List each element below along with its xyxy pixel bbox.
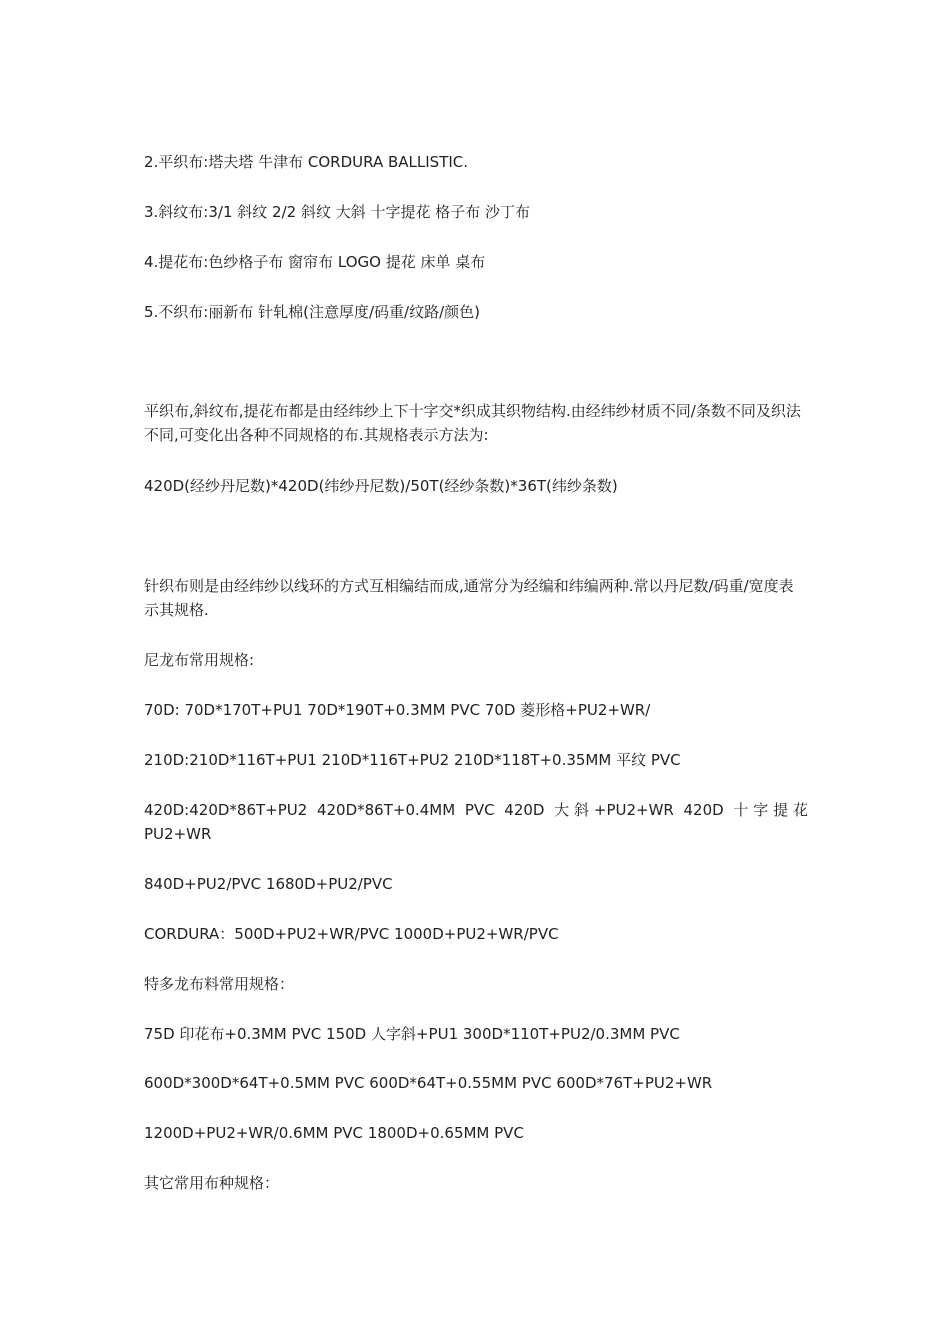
- paragraph-polyester-1200d: 1200D+PU2+WR/0.6MM PVC 1800D+0.65MM PVC: [144, 1124, 524, 1142]
- paragraph-polyester-600d: 600D*300D*64T+0.5MM PVC 600D*64T+0.55MM PVC 600D*76T+PU2+WR: [144, 1074, 713, 1092]
- paragraph-nylon-840d: 840D+PU2/PVC 1680D+PU2/PVC: [144, 875, 393, 893]
- paragraph-nylon-420d: 420D:420D*86T+PU2 420D*86T+0.4MM PVC 420D 大斜+PU2+WR 420D 十字提花 PU2+WR: [144, 801, 808, 843]
- heading-polyester-specs: 特多龙布料常用规格：: [144, 975, 295, 993]
- heading-nylon-specs: 尼龙布常用规格:: [144, 651, 255, 669]
- paragraph-twill: 3.斜纹布:3/1 斜纹 2/2 斜纹 大斜 十字提花 格子布 沙丁布: [144, 203, 531, 221]
- paragraph-nylon-210d: 210D:210D*116T+PU1 210D*116T+PU2 210D*118T+0.35MM 平纹 PVC: [144, 751, 681, 769]
- paragraph-knit-fabric: 针织布则是由经纬纱以线环的方式互相编结而成,通常分为经编和纬编两种.常以丹尼数/码重/宽度表示其规格.: [144, 577, 794, 619]
- paragraph-cordura: CORDURA：500D+PU2+WR/PVC 1000D+PU2+WR/PVC: [144, 925, 559, 943]
- heading-other-specs: 其它常用布种规格：: [144, 1174, 280, 1192]
- paragraph-plain-weave: 2.平织布:塔夫塔 牛津布 CORDURA BALLISTIC.: [144, 153, 469, 171]
- paragraph-weave-structure: 平织布,斜纹布,提花布都是由经纬纱上下十字交*织成其织物结构.由经纬纱材质不同/条数不同及织法不同,可变化出各种不同规格的布.其规格表示方法为:: [144, 402, 801, 444]
- paragraph-nonwoven: 5.不织布:丽新布 针轧棉(注意厚度/码重/纹路/颜色): [144, 303, 481, 321]
- paragraph-jacquard: 4.提花布:色纱格子布 窗帘布 LOGO 提花 床单 桌布: [144, 253, 486, 271]
- paragraph-nylon-70d: 70D: 70D*170T+PU1 70D*190T+0.3MM PVC 70D 菱形格+PU2+WR/: [144, 701, 651, 719]
- paragraph-polyester-75d: 75D 印花布+0.3MM PVC 150D 人字斜+PU1 300D*110T+PU2/0.3MM PVC: [144, 1025, 680, 1043]
- paragraph-spec-format: 420D(经纱丹尼数)*420D(纬纱丹尼数)/50T(经纱条数)*36T(纬纱条数): [144, 477, 618, 495]
